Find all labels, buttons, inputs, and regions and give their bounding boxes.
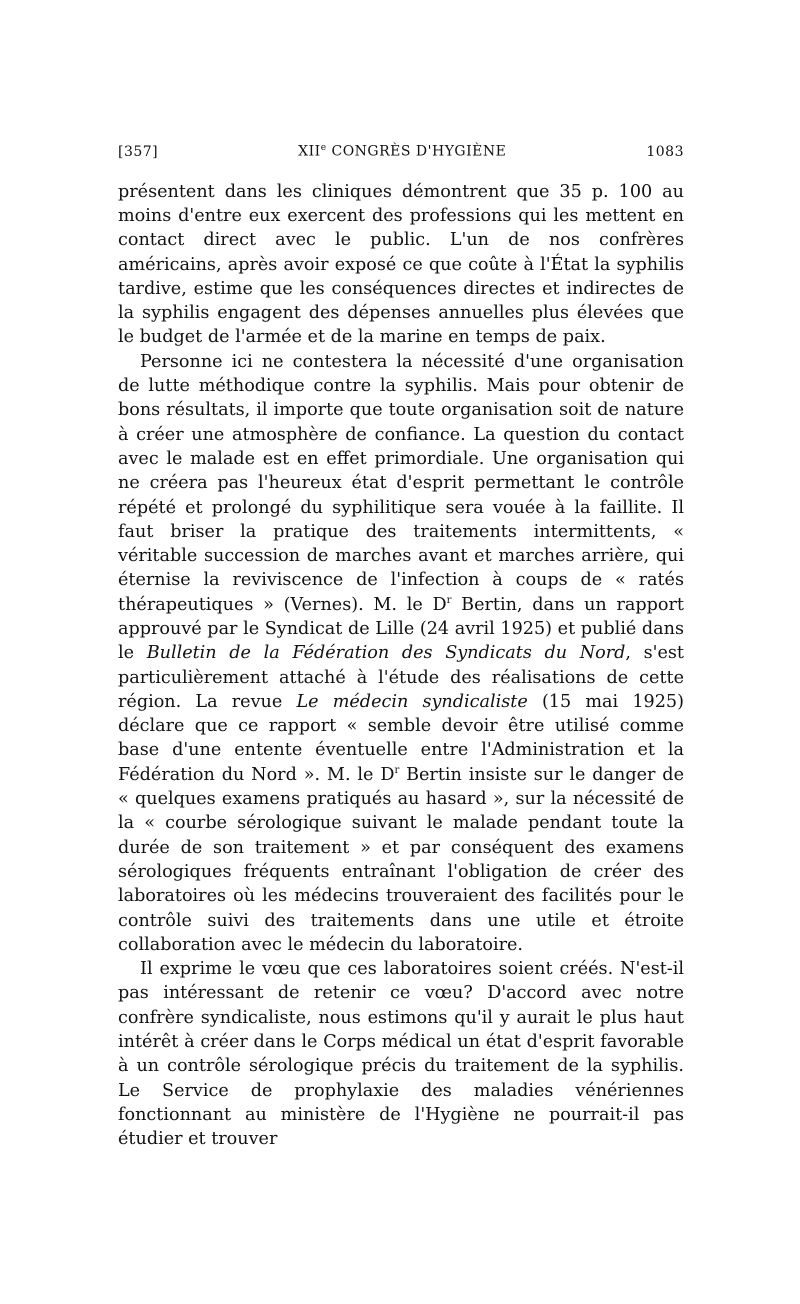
page-number: 1083 <box>646 143 684 160</box>
journal-title: Le médecin syndicaliste <box>296 691 528 712</box>
bulletin-title: Bulletin de la Fédération des Syndicats du Nord <box>146 643 626 664</box>
running-title <box>298 143 506 160</box>
page-bracket-number: [357] <box>118 143 159 160</box>
paragraph-2-part-c: , s'est particulièrement attaché à l'étude des réalisations de cette région. La revue <box>118 643 685 712</box>
running-header <box>118 143 684 160</box>
paragraph-2-part-d: (15 mai 1925) déclare que ce rapport « semble devoir être utilisé comme base d'une entente éventuelle entre l'Administration et la Fédération du Nord ». M. le D <box>118 691 684 785</box>
doctor-abbrev-sup-2: r <box>394 764 400 776</box>
congress-title: CONGRÈS D'HYGIÈNE <box>326 143 507 160</box>
congress-ordinal: e <box>320 143 327 153</box>
paragraph-2-part-b: Bertin, dans un rapport approuvé par le Syndicat de Lille (24 avril 1925) et publié dans le <box>118 594 684 664</box>
paragraph-1: présentent dans les cliniques démontrent que 35 p. 100 au moins d'entre eux exercent des professions qui les mettent en contact direct avec le public. L'un de nos confrères américains, après avoir exposé ce que coûte à l'État la syphilis tardive, estime que les conséquences directes et indirectes de la syphilis engagent des dépenses annuelles plus élevées que le budget de l'armée et de la marine en temps de paix. <box>118 181 684 348</box>
doctor-abbrev-sup-1: r <box>446 594 452 606</box>
paragraph-2-part-a: Personne ici ne contestera la nécessité d'une organisation de lutte méthodique contre la syphilis. Mais pour obtenir de bons résultats, il importe que toute organisation soit de nature à créer une atmosphère de confiance. La question du contact avec le malade est en effet primordiale. Une organisation qui ne créera pas l'heureux état d'esprit permettant le contrôle répété et prolongé du syphilitique sera vouée à la faillite. Il faut briser la pratique des traitements intermittents, « véritable succession de marches avant et marches arrière, qui éternise la reviviscence de l'infection à coups de « ratés thérapeutiques » (Vernes). M. le D <box>118 351 684 615</box>
paragraph-2-part-e: Bertin insiste sur le danger de « quelques examens pratiqués au hasard », sur la nécessité de la « courbe sérologique suivant le malade pendant toute la durée de son traitement » et par conséquent des examens sérologiques fréquents entraînant l'obligation de créer des laboratoires où les médecins trouveraient des facilités pour le contrôle suivi des traitements dans une utile et étroite collaboration avec le médecin du laboratoire. <box>118 764 684 955</box>
page <box>118 143 684 1152</box>
paragraph-3: Il exprime le vœu que ces laboratoires soient créés. N'est-il pas intéressant de retenir ce vœu? D'accord avec notre confrère syndicaliste, nous estimons qu'il y aurait le plus haut intérêt à créer dans le Corps médical un état d'esprit favorable à un contrôle sérologique précis du traitement de la syphilis. Le Service de prophylaxie des maladies vénériennes fonctionnant au ministère de l'Hygiène ne pourrait-il pas étudier et trouver <box>118 959 684 1150</box>
congress-number: XII <box>298 143 321 160</box>
paragraph-2 <box>118 350 684 957</box>
